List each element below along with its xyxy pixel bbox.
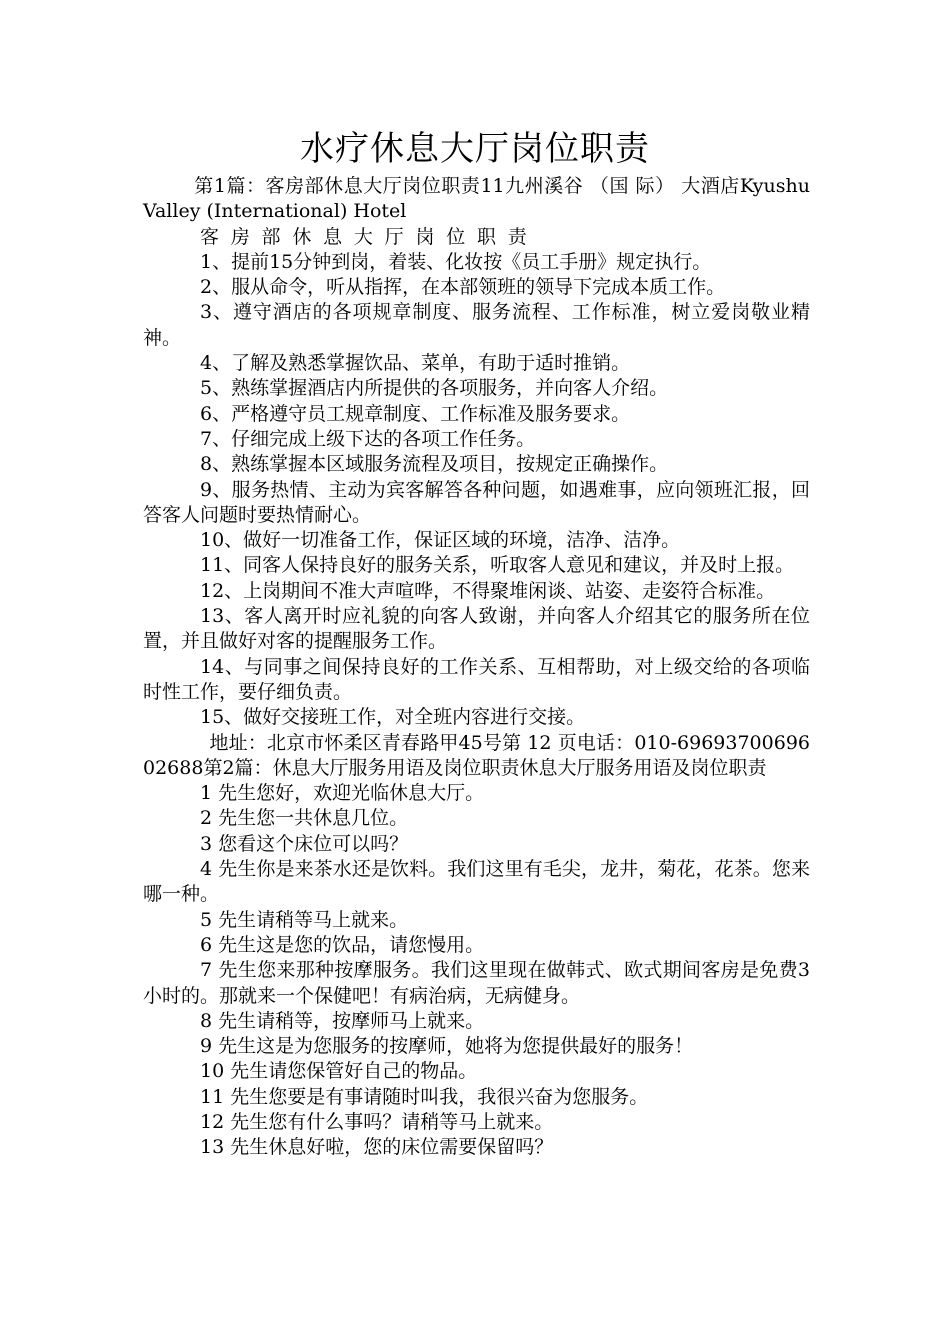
duty-item: 3、遵守酒店的各项规章制度、服务流程、工作标准，树立爱岗敬业精神。 — [143, 301, 810, 349]
phrase-item: 3 您看这个床位可以吗？ — [200, 832, 409, 855]
duty-item: 13、客人离开时应礼貌的向客人致谢，并向客人介绍其它的服务所在位置，并且做好对客的提醒服务工作。 — [143, 605, 810, 653]
duty-item: 10、做好一切准备工作，保证区域的环境，洁净、洁净。 — [200, 529, 681, 552]
phrase-item: 2 先生您一共休息几位。 — [200, 807, 409, 830]
duty-item: 14、与同事之间保持良好的工作关系、互相帮助，对上级交给的各项临时性工作，要仔细负责。 — [143, 655, 810, 703]
duty-item: 15、做好交接班工作，对全班内容进行交接。 — [200, 706, 586, 729]
paragraph-intro: 第1篇：客房部休息大厅岗位职责11九州溪谷 （国 际） 大酒店Kyushu Valley (International) Hotel — [143, 175, 810, 223]
document-body — [143, 174, 810, 1161]
duty-item: 5、熟练掌握酒店内所提供的各项服务，并向客人介绍。 — [200, 377, 669, 400]
phrase-item: 1 先生您好，欢迎光临休息大厅。 — [200, 782, 485, 805]
duty-item: 9、服务热情、主动为宾客解答各种问题，如遇难事，应向领班汇报，回答客人问题时要热情耐心。 — [143, 478, 810, 526]
phrase-item: 13 先生休息好啦，您的床位需要保留吗？ — [200, 1136, 554, 1159]
phrase-item: 11 先生您要是有事请随时叫我，我很兴奋为您服务。 — [200, 1085, 649, 1108]
phrase-item: 7 先生您来那种按摩服务。我们这里现在做韩式、欧式期间客房是免费3小时的。那就来一个保健吧！有病治病，无病健身。 — [143, 959, 810, 1007]
address-line: 地址：北京市怀柔区青春路甲45号第 12 页电话：010-6969370069602688第2篇：休息大厅服务用语及岗位职责休息大厅服务用语及岗位职责 — [143, 731, 810, 779]
duty-item: 1、提前15分钟到岗，着装、化妆按《员工手册》规定执行。 — [200, 250, 712, 273]
phrase-item: 6 先生这是您的饮品，请您慢用。 — [200, 933, 485, 956]
phrase-item: 8 先生请稍等，按摩师马上就来。 — [200, 1009, 485, 1032]
duty-item: 11、同客人保持良好的服务关系，听取客人意见和建议，并及时上报。 — [200, 554, 795, 577]
duty-item: 7、仔细完成上级下达的各项工作任务。 — [200, 427, 536, 450]
phrase-item: 5 先生请稍等马上就来。 — [200, 908, 409, 931]
phrase-item: 12 先生您有什么事吗？请稍等马上就来。 — [200, 1110, 554, 1133]
duty-item: 12、上岗期间不准大声喧哗，不得聚堆闲谈、站姿、走姿符合标准。 — [200, 579, 776, 602]
phrase-item: 4 先生你是来茶水还是饮料。我们这里有毛尖，龙井，菊花，花茶。您来哪一种。 — [143, 858, 810, 906]
duty-item: 6、严格遵守员工规章制度、工作标准及服务要求。 — [200, 402, 631, 425]
section-heading: 客房部休息大厅岗位职责 — [200, 225, 539, 248]
duty-item: 2、服从命令，听从指挥，在本部领班的领导下完成本质工作。 — [200, 276, 726, 299]
phrase-item: 9 先生这是为您服务的按摩师，她将为您提供最好的服务！ — [200, 1035, 694, 1058]
duty-item: 4、了解及熟悉掌握饮品、菜单，有助于适时推销。 — [200, 352, 631, 375]
document-title: 水疗休息大厅岗位职责 — [300, 129, 650, 169]
phrase-item: 10 先生请您保管好自己的物品。 — [200, 1060, 478, 1083]
duty-item: 8、熟练掌握本区域服务流程及项目，按规定正确操作。 — [200, 453, 669, 476]
